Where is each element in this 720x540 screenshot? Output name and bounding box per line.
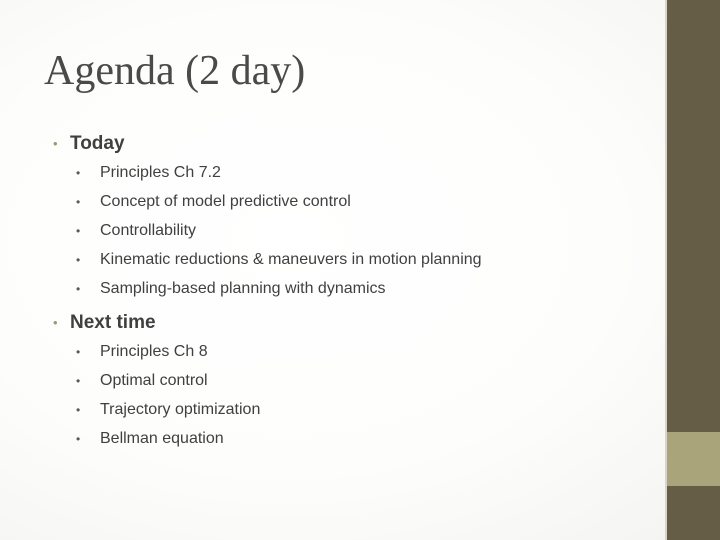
slide-title: Agenda (2 day) <box>44 48 306 94</box>
list-item <box>76 278 482 307</box>
list-item-text: Principles Ch 7.2 <box>100 164 221 181</box>
bullet-icon: • <box>76 374 81 388</box>
list-item <box>76 341 482 370</box>
list-item <box>76 399 482 428</box>
agenda-section-next-time <box>53 310 482 457</box>
bullet-icon: • <box>76 345 81 359</box>
list-item-text: Concept of model predictive control <box>100 193 351 210</box>
list-item <box>76 191 482 220</box>
bullet-icon: • <box>76 432 81 446</box>
bullet-icon: • <box>76 282 81 296</box>
decorative-sidebar-accent <box>667 432 720 486</box>
bullet-icon: • <box>76 166 81 180</box>
list-item-text: Sampling-based planning with dynamics <box>100 280 386 297</box>
list-item <box>76 370 482 399</box>
list-item-text: Kinematic reductions & maneuvers in motion planning <box>100 251 482 268</box>
agenda-section-today <box>53 131 482 307</box>
list-item-text: Controllability <box>100 222 197 239</box>
section-heading: Today <box>70 133 125 154</box>
today-items <box>70 162 482 307</box>
bullet-icon: • <box>53 136 58 151</box>
list-item-text: Principles Ch 8 <box>100 343 208 360</box>
bullet-icon: • <box>76 224 81 238</box>
section-heading: Next time <box>70 312 156 333</box>
list-item <box>76 162 482 191</box>
list-item-text: Bellman equation <box>100 430 224 447</box>
bullet-icon: • <box>76 195 81 209</box>
list-item-text: Trajectory optimization <box>100 401 261 418</box>
next-time-items <box>70 341 482 457</box>
bullet-icon: • <box>76 253 81 267</box>
list-item <box>76 249 482 278</box>
list-item-text: Optimal control <box>100 372 208 389</box>
bullet-icon: • <box>53 315 58 330</box>
list-item <box>76 220 482 249</box>
agenda-list <box>53 131 482 457</box>
bullet-icon: • <box>76 403 81 417</box>
list-item <box>76 428 482 457</box>
